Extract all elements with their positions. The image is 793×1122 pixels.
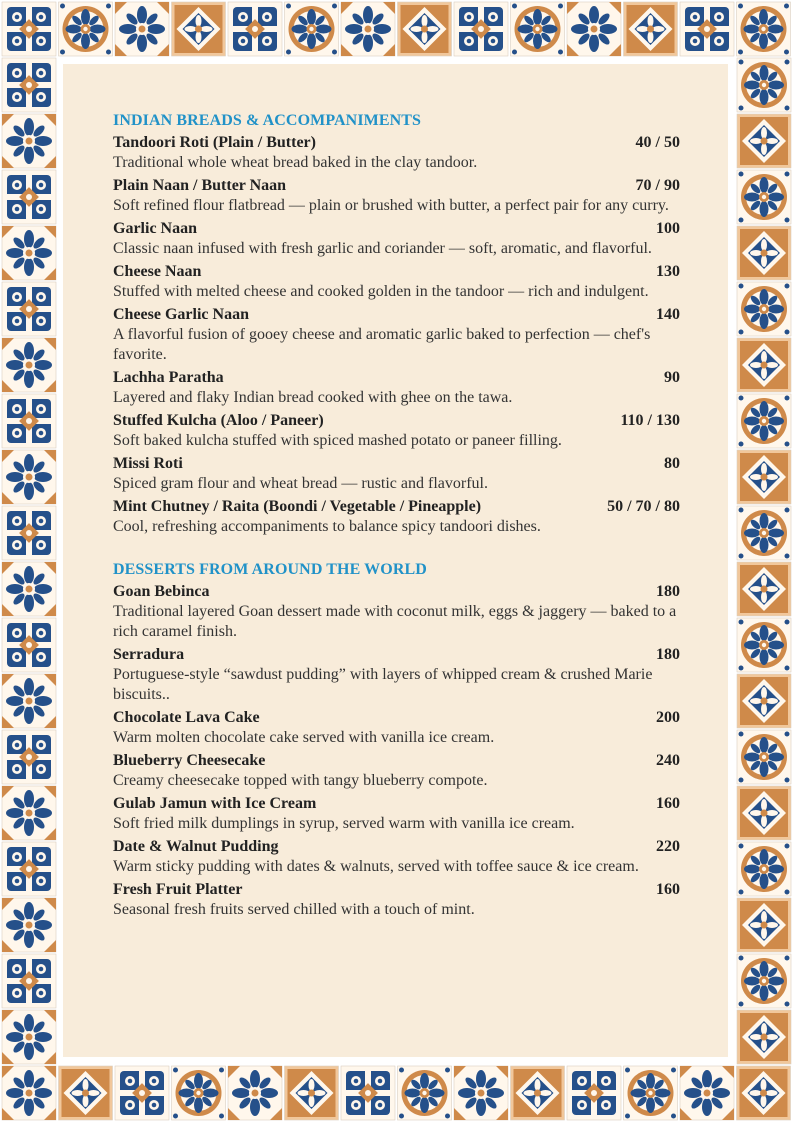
border-tile — [2, 1066, 56, 1120]
menu-item-header — [113, 707, 680, 728]
menu-item-name: Cheese Naan — [113, 263, 202, 280]
border-tile — [2, 1010, 56, 1064]
border-tile — [285, 2, 339, 56]
menu-item-name: Serradura — [113, 646, 185, 663]
menu-item-name: Garlic Naan — [113, 220, 197, 237]
menu-item-description: Portuguese-style “sawdust pudding” with layers of whipped cream & crushed Marie biscuits.. — [113, 666, 653, 703]
section-items — [113, 132, 680, 537]
menu-item — [113, 836, 680, 877]
menu-content — [113, 110, 680, 922]
menu-item-header — [113, 304, 680, 325]
border-tile — [737, 674, 791, 728]
menu-item-price: 40 / 50 — [635, 134, 680, 151]
border-tile — [2, 898, 56, 952]
border-tile — [737, 730, 791, 784]
menu-item — [113, 304, 680, 365]
border-tile — [59, 1066, 113, 1120]
menu-item-header — [113, 793, 680, 814]
menu-item-description: Soft refined flour flatbread — plain or brushed with butter, a perfect pair for any curry. — [113, 197, 669, 214]
menu-section-desserts — [113, 559, 680, 920]
menu-item — [113, 218, 680, 259]
menu-item-header — [113, 218, 680, 239]
menu-item-name: Gulab Jamun with Ice Cream — [113, 795, 317, 812]
menu-item-name: Fresh Fruit Platter — [113, 881, 243, 898]
menu-item-price: 180 — [656, 646, 680, 663]
menu-item-header — [113, 750, 680, 771]
menu-item-header — [113, 132, 680, 153]
section-title: DESSERTS FROM AROUND THE WORLD — [113, 561, 427, 578]
border-tile — [454, 2, 508, 56]
menu-item — [113, 132, 680, 173]
menu-item-name: Date & Walnut Pudding — [113, 838, 279, 855]
border-tile — [2, 562, 56, 616]
border-tile — [2, 730, 56, 784]
menu-item-price: 70 / 90 — [635, 177, 680, 194]
menu-item-header — [113, 410, 680, 431]
border-tile — [115, 1066, 169, 1120]
menu-item-price: 200 — [656, 709, 680, 726]
border-tile — [2, 2, 56, 56]
border-tile — [624, 1066, 678, 1120]
menu-item-header — [113, 644, 680, 665]
border-tile — [737, 2, 791, 56]
border-tile — [737, 562, 791, 616]
border-tile — [2, 506, 56, 560]
menu-item — [113, 644, 680, 705]
menu-item-description: Warm molten chocolate cake served with vanilla ice cream. — [113, 729, 495, 746]
menu-item-name: Cheese Garlic Naan — [113, 306, 249, 323]
menu-item-description: Seasonal fresh fruits served chilled with a touch of mint. — [113, 901, 475, 918]
border-tile — [737, 282, 791, 336]
border-tile — [511, 1066, 565, 1120]
border-tile — [228, 1066, 282, 1120]
border-tile — [2, 618, 56, 672]
border-tile — [737, 506, 791, 560]
border-tile — [2, 338, 56, 392]
border-tile — [737, 786, 791, 840]
section-title: INDIAN BREADS & ACCOMPANIMENTS — [113, 112, 422, 129]
border-tile — [511, 2, 565, 56]
border-tile — [2, 170, 56, 224]
menu-item — [113, 496, 680, 537]
border-tile — [59, 2, 113, 56]
menu-item-description: Creamy cheesecake topped with tangy blueberry compote. — [113, 772, 488, 789]
menu-item-name: Stuffed Kulcha (Aloo / Paneer) — [113, 412, 324, 429]
border-tile — [624, 2, 678, 56]
border-tile — [737, 1066, 791, 1120]
menu-item-header — [113, 496, 680, 517]
menu-item-description: A flavorful fusion of gooey cheese and aromatic garlic baked to perfection — chef's favorite. — [113, 326, 651, 363]
menu-item-price: 180 — [656, 583, 680, 600]
border-tile — [341, 1066, 395, 1120]
border-tile — [680, 1066, 734, 1120]
border-tile — [737, 394, 791, 448]
border-tile — [2, 282, 56, 336]
menu-item-name: Blueberry Cheesecake — [113, 752, 266, 769]
menu-item-name: Missi Roti — [113, 455, 183, 472]
menu-item-description: Soft fried milk dumplings in syrup, served warm with vanilla ice cream. — [113, 815, 575, 832]
border-tile — [398, 1066, 452, 1120]
border-tile — [2, 114, 56, 168]
border-tile — [567, 2, 621, 56]
border-tile — [567, 1066, 621, 1120]
menu-item-header — [113, 581, 680, 602]
menu-item-description: Stuffed with melted cheese and cooked golden in the tandoor — rich and indulgent. — [113, 283, 649, 300]
menu-item-header — [113, 175, 680, 196]
menu-item-price: 130 — [656, 263, 680, 280]
border-tile — [2, 786, 56, 840]
menu-item — [113, 453, 680, 494]
menu-item-description: Classic naan infused with fresh garlic and coriander — soft, aromatic, and flavorful. — [113, 240, 652, 257]
border-tile — [737, 1010, 791, 1064]
menu-item — [113, 410, 680, 451]
menu-item-price: 110 / 130 — [620, 412, 680, 429]
border-tile — [680, 2, 734, 56]
menu-item-header — [113, 261, 680, 282]
border-tile — [2, 450, 56, 504]
border-tile — [2, 58, 56, 112]
menu-item-description: Layered and flaky Indian bread cooked with ghee on the tawa. — [113, 389, 513, 406]
menu-item-header — [113, 879, 680, 900]
menu-item-price: 90 — [664, 369, 680, 386]
menu-item — [113, 707, 680, 748]
menu-section-breads — [113, 110, 680, 537]
menu-item-name: Plain Naan / Butter Naan — [113, 177, 287, 194]
menu-item-description: Spiced gram flour and wheat bread — rustic and flavorful. — [113, 475, 488, 492]
menu-item-description: Warm sticky pudding with dates & walnuts, served with toffee sauce & ice cream. — [113, 858, 639, 875]
border-tile — [2, 226, 56, 280]
menu-item-price: 160 — [656, 795, 680, 812]
menu-item-name: Lachha Paratha — [113, 369, 224, 386]
menu-item-price: 140 — [656, 306, 680, 323]
menu-item-description: Soft baked kulcha stuffed with spiced mashed potato or paneer filling. — [113, 432, 562, 449]
menu-item-price: 160 — [656, 881, 680, 898]
border-tile — [737, 618, 791, 672]
menu-item-name: Mint Chutney / Raita (Boondi / Vegetable / Pineapple) — [113, 498, 482, 515]
border-tile — [737, 842, 791, 896]
border-tile — [341, 2, 395, 56]
menu-item — [113, 879, 680, 920]
section-items — [113, 581, 680, 920]
menu-item — [113, 261, 680, 302]
menu-item-header — [113, 453, 680, 474]
border-tile — [737, 898, 791, 952]
menu-item-price: 50 / 70 / 80 — [607, 498, 680, 515]
menu-item-price: 240 — [656, 752, 680, 769]
menu-item — [113, 581, 680, 642]
border-tile — [2, 394, 56, 448]
border-tile — [737, 338, 791, 392]
border-tile — [115, 2, 169, 56]
menu-item-name: Tandoori Roti (Plain / Butter) — [113, 134, 316, 151]
border-tile — [172, 1066, 226, 1120]
border-tile — [2, 842, 56, 896]
border-tile — [737, 450, 791, 504]
border-tile — [2, 674, 56, 728]
menu-item-header — [113, 367, 680, 388]
border-tile — [2, 954, 56, 1008]
border-tile — [398, 2, 452, 56]
menu-item-price: 100 — [656, 220, 680, 237]
menu-item — [113, 367, 680, 408]
menu-item-name: Goan Bebinca — [113, 583, 210, 600]
menu-item-description: Cool, refreshing accompaniments to balance spicy tandoori dishes. — [113, 518, 541, 535]
border-tile — [285, 1066, 339, 1120]
border-tile — [737, 58, 791, 112]
border-tile — [737, 170, 791, 224]
border-tile — [172, 2, 226, 56]
menu-item — [113, 750, 680, 791]
menu-item-description: Traditional whole wheat bread baked in the clay tandoor. — [113, 154, 478, 171]
menu-item-price: 80 — [664, 455, 680, 472]
menu-item-header — [113, 836, 680, 857]
menu-item-price: 220 — [656, 838, 680, 855]
menu-item — [113, 175, 680, 216]
menu-item-name: Chocolate Lava Cake — [113, 709, 260, 726]
menu-item — [113, 793, 680, 834]
border-tile — [737, 226, 791, 280]
menu-item-description: Traditional layered Goan dessert made with coconut milk, eggs & jaggery — baked to a rich caramel finish. — [113, 603, 677, 640]
border-tile — [454, 1066, 508, 1120]
border-tile — [228, 2, 282, 56]
border-tile — [737, 954, 791, 1008]
border-tile — [737, 114, 791, 168]
